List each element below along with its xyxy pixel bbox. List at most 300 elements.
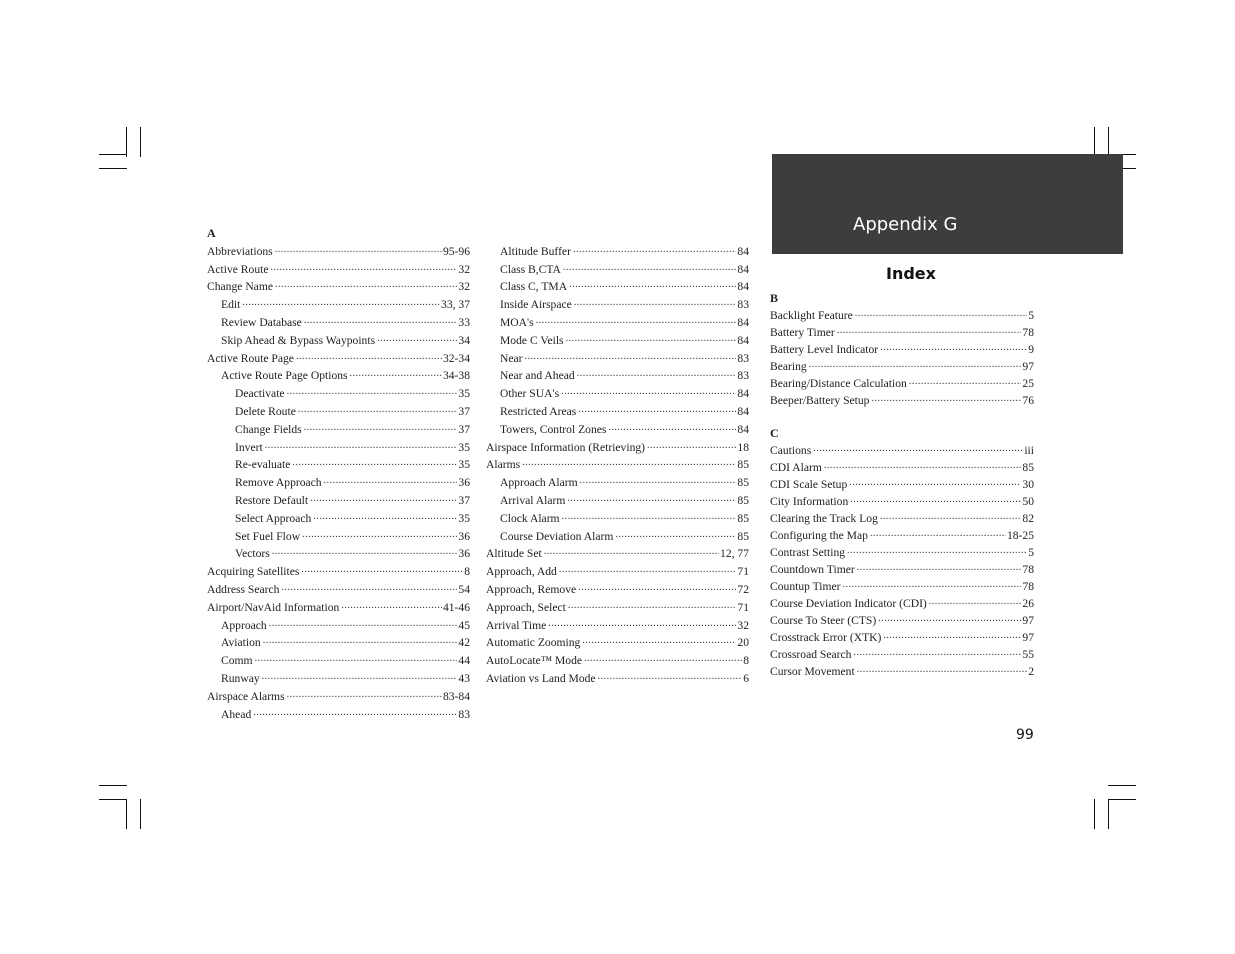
index-leader-dots [522,456,736,470]
index-leader-dots [883,629,1021,643]
index-leader-dots [296,350,442,364]
index-entry [486,330,749,348]
index-entry [207,544,470,562]
index-entry [207,330,470,348]
index-entry-name: Airspace Alarms [207,689,285,703]
index-entry-page: 20 [737,636,749,650]
index-entry-name: Acquiring Satellites [207,565,300,579]
index-entry [486,366,749,384]
crop-mark-top-left-h2 [99,168,127,169]
index-entry-name: Bearing [770,360,807,373]
index-leader-dots [262,670,458,684]
index-entry [486,579,749,597]
index-entry-name: Set Fuel Flow [235,529,301,543]
index-leader-dots [271,261,458,275]
crop-mark-bottom-right-h2 [1108,799,1136,800]
index-leader-dots [304,421,458,435]
index-entry [770,374,1034,391]
index-entry-name: Comm [221,654,253,668]
index-column-2 [486,241,749,686]
index-leader-dots [813,442,1023,456]
index-entry-name: Active Route Page Options [221,369,348,383]
index-leader-dots [272,545,458,559]
index-leader-dots [578,581,736,595]
index-entry-page: 36 [458,476,470,490]
index-leader-dots [847,544,1027,558]
index-entry-page: 32 [458,262,470,276]
crop-mark-top-left-v2 [140,127,141,157]
index-entry-name: Remove Approach [235,476,322,490]
index-entry-page: 78 [1022,326,1034,339]
index-leader-dots [544,545,719,559]
index-entry-page: 34-38 [442,369,470,383]
index-entry-page: 84 [737,280,749,294]
index-entry-page: 30 [1022,478,1034,491]
crop-mark-top-left-v1 [126,127,127,157]
index-leader-dots [647,439,736,453]
index-entry-name: Battery Timer [770,326,835,339]
index-entry-page: 85 [737,476,749,490]
index-leader-dots [563,261,736,275]
index-entry-name: Alarms [486,458,521,472]
index-entry [207,401,470,419]
index-entry [207,490,470,508]
index-entry-page: 83 [737,369,749,383]
crop-mark-bottom-left-h2 [99,799,127,800]
index-entry-page: 18 [737,440,749,454]
index-entry-page: 55 [1022,648,1034,661]
index-entry-page: 83 [458,707,470,721]
index-entry-page: 84 [737,315,749,329]
index-gap [770,408,1034,425]
index-entry [486,277,749,295]
index-leader-dots [269,617,458,631]
crop-mark-bottom-right-v1 [1094,799,1095,829]
index-entry [770,475,1034,492]
index-leader-dots [559,563,737,577]
index-entry-page: 37 [458,493,470,507]
index-entry-name: Countup Timer [770,580,841,593]
index-leader-dots [880,510,1022,524]
index-leader-dots [584,652,742,666]
index-entry-name: Beeper/Battery Setup [770,394,870,407]
index-entry [486,401,749,419]
index-leader-dots [853,646,1021,660]
index-leader-dots [850,493,1021,507]
index-entry-page: 95-96 [442,244,470,258]
index-entry-name: Class B,CTA [500,262,561,276]
index-entry-page: 84 [737,244,749,258]
index-entry [486,241,749,259]
index-leader-dots [536,314,737,328]
index-entry-page: 97 [1022,360,1034,373]
index-entry [770,577,1034,594]
index-entry-page: 25 [1022,377,1034,390]
index-leader-dots [615,528,736,542]
index-entry [486,615,749,633]
index-entry [486,633,749,651]
index-entry-name: Mode C Veils [500,333,564,347]
index-entry-page: 32-34 [442,351,470,365]
index-letter-heading: C [770,426,779,440]
index-entry-name: AutoLocate™ Mode [486,654,583,668]
index-entry [207,383,470,401]
index-entry [207,294,470,312]
index-leader-dots [301,563,463,577]
index-entry-name: Deactivate [235,387,285,401]
index-entry-page: 42 [458,636,470,650]
index-entry-name: Invert [235,440,263,454]
index-entry-page: 84 [737,422,749,436]
index-entry [486,294,749,312]
index-entry-page: 26 [1022,597,1034,610]
index-entry-page: 34 [458,333,470,347]
index-entry [486,508,749,526]
index-letter-heading: A [207,226,216,240]
index-entry-page: 78 [1022,580,1034,593]
index-entry [770,458,1034,475]
index-leader-dots [313,510,457,524]
crop-mark-bottom-left-h1 [99,785,127,786]
index-entry-name: Crosstrack Error (XTK) [770,631,882,644]
index-entry-name: Change Fields [235,422,302,436]
index-entry-page: 43 [458,671,470,685]
index-entry [770,645,1034,662]
index-leader-dots [281,581,457,595]
index-entry-page: 37 [458,422,470,436]
index-entry [486,437,749,455]
index-leader-dots [849,476,1021,490]
index-entry-page: 50 [1022,495,1034,508]
index-entry-name: Cursor Movement [770,665,855,678]
index-entry [486,650,749,668]
index-entry [770,492,1034,509]
index-leader-dots [573,243,736,257]
index-entry-name: Review Database [221,315,302,329]
index-leader-dots [377,332,457,346]
index-entry-name: Backlight Feature [770,309,853,322]
index-entry-name: Runway [221,671,260,685]
index-entry-page: 41-46 [442,600,470,614]
index-entry [770,323,1034,340]
index-entry-name: Altitude Set [486,547,542,561]
index-entry-page: 54 [458,582,470,596]
index-leader-dots [562,510,737,524]
index-entry-name: Approach Alarm [500,476,578,490]
index-entry-page: iii [1024,444,1034,457]
index-entry-name: Clearing the Track Log [770,512,878,525]
index-entry [486,597,749,615]
index-entry-page: 85 [1022,461,1034,474]
index-leader-dots [582,634,736,648]
index-entry [770,628,1034,645]
index-leader-dots [574,296,737,310]
index-entry-page: 84 [737,404,749,418]
index-entry-page: 76 [1022,394,1034,407]
index-leader-dots [292,456,457,470]
index-entry-page: 2 [1028,665,1034,678]
index-entry-page: 5 [1028,309,1034,322]
crop-mark-bottom-left-v2 [140,799,141,829]
index-entry-page: 45 [458,618,470,632]
index-entry [486,455,749,473]
index-entry-name: MOA's [500,315,534,329]
index-entry [207,633,470,651]
index-leader-dots [857,663,1028,677]
index-entry-name: Crossroad Search [770,648,852,661]
index-entry-name: Countdown Timer [770,563,855,576]
index-entry [770,391,1034,408]
index-entry-name: Inside Airspace [500,298,572,312]
index-entry [486,259,749,277]
index-leader-dots [608,421,736,435]
index-entry-name: Aviation [221,636,261,650]
appendix-title: Appendix G [853,214,958,235]
index-entry [207,437,470,455]
index-entry [207,526,470,544]
index-entry-name: Arrival Alarm [500,493,566,507]
index-entry-name: Battery Level Indicator [770,343,879,356]
index-leader-dots [275,243,442,257]
index-entry-page: 83-84 [442,689,470,703]
index-entry [207,615,470,633]
index-entry-page: 8 [743,654,749,668]
index-leader-dots [525,350,737,364]
index-entry-name: Automatic Zooming [486,636,581,650]
index-leader-dots [255,652,458,666]
index-entry [486,526,749,544]
index-leader-dots [324,474,458,488]
index-entry-name: Active Route [207,262,269,276]
index-entry-page: 72 [737,582,749,596]
index-entry-page: 8 [464,565,470,579]
index-entry-name: Address Search [207,582,280,596]
crop-mark-top-right-v1 [1094,127,1095,157]
index-leader-dots [857,561,1022,575]
index-entry-page: 35 [458,511,470,525]
index-entry-name: Skip Ahead & Bypass Waypoints [221,333,376,347]
index-entry-page: 85 [737,458,749,472]
index-entry [770,509,1034,526]
index-entry-page: 32 [737,618,749,632]
index-entry [486,348,749,366]
index-entry-name: Approach, Select [486,600,566,614]
index-column-3 [770,290,1034,679]
index-entry-page: 33 [458,315,470,329]
index-entry-page: 6 [743,671,749,685]
index-leader-dots [909,375,1022,389]
index-entry-name: Course To Steer (CTS) [770,614,877,627]
index-entry-name: Abbreviations [207,244,273,258]
index-entry-name: Bearing/Distance Calculation [770,377,907,390]
index-leader-dots [878,612,1021,626]
index-entry-name: Select Approach [235,511,312,525]
index-column-1 [207,225,470,722]
index-entry-page: 97 [1022,631,1034,644]
section-title: Index [886,264,936,283]
index-entry-name: Restricted Areas [500,404,577,418]
index-entry-name: Aviation vs Land Mode [486,671,596,685]
index-leader-dots [265,439,458,453]
index-entry-name: Approach, Remove [486,582,577,596]
index-entry-name: Altitude Buffer [500,244,571,258]
index-entry-page: 44 [458,654,470,668]
index-entry [207,259,470,277]
index-entry-page: 97 [1022,614,1034,627]
index-entry-name: Edit [221,298,241,312]
index-leader-dots [598,670,743,684]
index-entry-page: 83 [737,298,749,312]
index-entry [207,650,470,668]
index-entry [486,490,749,508]
index-leader-dots [548,617,736,631]
index-entry [770,357,1034,374]
index-entry-page: 18-25 [1006,529,1034,542]
index-entry-page: 71 [737,565,749,579]
index-leader-dots [580,474,737,488]
page-number: 99 [1016,727,1034,743]
index-entry [486,383,749,401]
index-leader-dots [824,459,1022,473]
crop-mark-bottom-right-h1 [1108,785,1136,786]
index-entry-name: Course Deviation Alarm [500,529,614,543]
index-leader-dots [287,385,458,399]
index-leader-dots [253,706,457,720]
index-entry [207,472,470,490]
index-leader-dots [568,599,737,613]
index-entry [207,704,470,722]
index-entry-name: Clock Alarm [500,511,560,525]
index-entry-name: Approach, Add [486,565,557,579]
index-leader-dots [350,367,442,381]
index-leader-dots [263,634,458,648]
index-entry [770,543,1034,560]
index-leader-dots [341,599,442,613]
index-leader-dots [569,278,736,292]
index-entry-page: 85 [737,511,749,525]
index-entry-page: 32 [458,280,470,294]
index-entry [486,668,749,686]
index-leader-dots [567,492,736,506]
index-leader-dots [302,528,457,542]
index-entry-name: Vectors [235,547,270,561]
index-entry [207,312,470,330]
index-entry [770,560,1034,577]
index-entry [207,579,470,597]
index-entry-name: Ahead [221,707,252,721]
index-leader-dots [855,307,1027,321]
index-entry [770,306,1034,323]
index-entry-page: 84 [737,262,749,276]
appendix-header-box [772,154,1123,254]
index-leader-dots [298,403,458,417]
index-entry-page: 84 [737,333,749,347]
index-leader-dots [310,492,457,506]
index-entry [207,597,470,615]
index-entry-page: 36 [458,547,470,561]
index-entry [207,686,470,704]
index-entry-page: 36 [458,529,470,543]
index-entry-page: 78 [1022,563,1034,576]
index-entry [207,561,470,579]
index-leader-dots [304,314,458,328]
index-entry-name: Contrast Setting [770,546,846,559]
index-leader-dots [577,367,737,381]
index-entry-page: 85 [737,529,749,543]
index-leader-dots [566,332,737,346]
index-leader-dots [880,341,1027,355]
index-entry [770,594,1034,611]
index-entry-name: Airport/NavAid Information [207,600,340,614]
crop-mark-top-left-h1 [99,154,127,155]
index-entry [207,419,470,437]
index-entry [207,508,470,526]
index-entry [207,241,470,259]
index-entry-name: Active Route Page [207,351,294,365]
index-entry-name: CDI Scale Setup [770,478,848,491]
index-entry-name: Towers, Control Zones [500,422,607,436]
index-entry-name: City Information [770,495,849,508]
index-entry [207,366,470,384]
index-entry-name: Other SUA's [500,387,560,401]
index-entry [207,455,470,473]
index-entry-page: 5 [1028,546,1034,559]
index-entry-name: Near [500,351,523,365]
index-entry [207,668,470,686]
index-leader-dots [287,688,442,702]
index-entry [770,340,1034,357]
index-entry-name: Delete Route [235,404,296,418]
crop-mark-bottom-left-v1 [126,799,127,829]
index-leader-dots [275,278,457,292]
index-leader-dots [578,403,736,417]
index-entry-page: 35 [458,387,470,401]
index-leader-dots [242,296,440,310]
index-entry-name: Re-evaluate [235,458,291,472]
index-entry-name: Approach [221,618,267,632]
index-entry [486,419,749,437]
index-entry [770,441,1034,458]
index-entry [486,561,749,579]
index-entry [770,526,1034,543]
index-letter-heading: B [770,291,779,305]
index-leader-dots [929,595,1022,609]
index-entry-name: Near and Ahead [500,369,575,383]
index-entry-page: 12, 77 [720,547,749,561]
index-leader-dots [843,578,1022,592]
index-entry-page: 9 [1028,343,1034,356]
index-entry-name: CDI Alarm [770,461,822,474]
index-leader-dots [837,324,1022,338]
index-entry-name: Arrival Time [486,618,547,632]
index-entry [770,611,1034,628]
index-entry-name: Airspace Information (Retrieving) [486,440,646,454]
index-entry-page: 82 [1022,512,1034,525]
index-entry-page: 85 [737,493,749,507]
index-entry-page: 35 [458,440,470,454]
index-entry-name: Change Name [207,280,273,294]
crop-mark-bottom-right-v2 [1108,799,1109,829]
index-leader-dots [870,527,1006,541]
index-entry-page: 71 [737,600,749,614]
index-entry [486,472,749,490]
index-entry-name: Course Deviation Indicator (CDI) [770,597,927,610]
index-entry-name: Configuring the Map [770,529,868,542]
index-leader-dots [561,385,736,399]
index-leader-dots [871,392,1021,406]
index-entry-page: 84 [737,387,749,401]
index-entry-name: Cautions [770,444,812,457]
